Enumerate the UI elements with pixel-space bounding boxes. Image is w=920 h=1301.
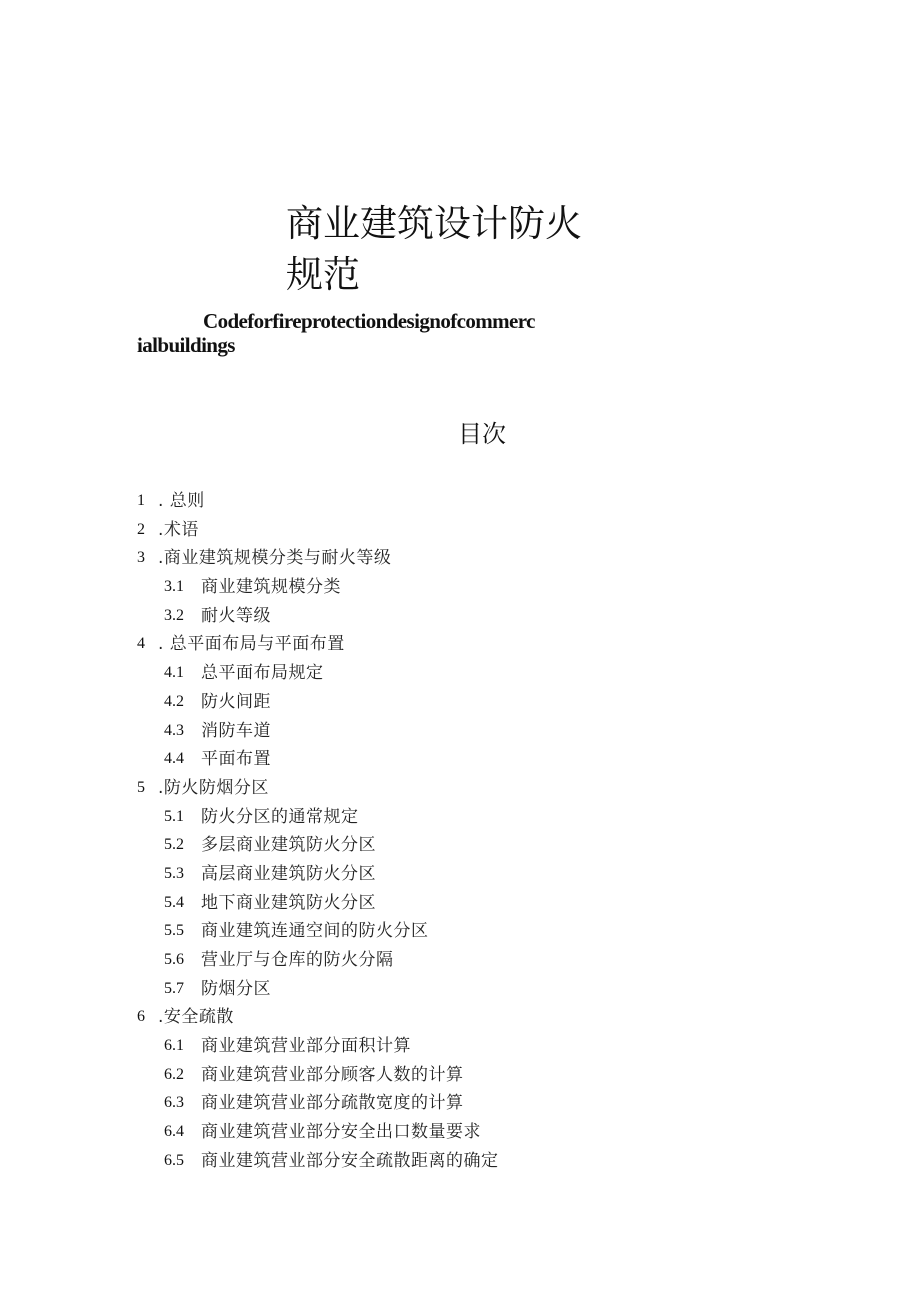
toc-entry-label: 商业建筑营业部分安全疏散距离的确定	[201, 1150, 499, 1171]
toc-entry-number: 5.2	[164, 836, 184, 854]
toc-entry-label: 商业建筑营业部分面积计算	[201, 1036, 411, 1057]
toc-entry-label: 商业建筑营业部分顾客人数的计算	[201, 1064, 464, 1085]
title-en-line-1: Codeforfireprotectiondesignofcommerc	[203, 309, 535, 333]
toc-entry[interactable]	[0, 889, 920, 918]
toc-entry-number: 6	[137, 1008, 145, 1026]
toc-entry[interactable]	[0, 573, 920, 602]
toc-entry-label: 商业建筑营业部分安全出口数量要求	[201, 1122, 481, 1143]
toc-entry[interactable]	[0, 487, 920, 516]
toc-entry-number: 2	[137, 520, 145, 538]
toc-entry-label: 防火间距	[201, 691, 271, 712]
toc-heading: 目次	[458, 420, 506, 448]
title-cn-line-2: 规范	[286, 253, 360, 296]
toc-entry[interactable]	[0, 688, 920, 717]
toc-entry[interactable]	[0, 774, 920, 803]
toc-entry-number: 5.7	[164, 979, 184, 997]
document-title-chinese	[286, 198, 586, 300]
toc-entry-number: 5	[137, 778, 145, 796]
toc-entry-label: 耐火等级	[201, 605, 271, 626]
toc-entry[interactable]	[0, 946, 920, 975]
toc-entry-label: 商业建筑规模分类	[201, 577, 341, 598]
toc-entry-number: 6.2	[164, 1065, 184, 1083]
toc-entry[interactable]	[0, 630, 920, 659]
toc-entry[interactable]	[0, 831, 920, 860]
toc-entry[interactable]	[0, 717, 920, 746]
toc-entry-label: 营业厅与仓库的防火分隔	[201, 950, 394, 970]
toc-entry[interactable]	[0, 745, 920, 774]
toc-entry-label: 防火分区的通常规定	[201, 806, 359, 827]
toc-entry[interactable]	[0, 1118, 920, 1147]
toc-entry[interactable]	[0, 1089, 920, 1118]
toc-entry[interactable]	[0, 1032, 920, 1061]
toc-entry-number: 6.4	[164, 1123, 184, 1141]
toc-entry-label: .防火防烟分区	[158, 777, 269, 798]
toc-entry-label: 平面布置	[201, 749, 271, 770]
toc-entry-label: 多层商业建筑防火分区	[201, 835, 376, 856]
toc-entry-number: 5.6	[164, 951, 184, 968]
toc-entry-number: 4.1	[164, 664, 184, 682]
title-en-line-2: ialbuildings	[137, 333, 235, 357]
toc-entry[interactable]	[0, 860, 920, 889]
toc-entry-label: 地下商业建筑防火分区	[201, 892, 376, 913]
toc-entry-label: . 总则	[158, 491, 205, 511]
toc-entry-label: 商业建筑营业部分疏散宽度的计算	[201, 1093, 464, 1114]
toc-entry-number: 4.2	[164, 692, 184, 710]
toc-entry[interactable]	[0, 659, 920, 688]
toc-entry-label: .商业建筑规模分类与耐火等级	[158, 548, 392, 569]
toc-entry-number: 5.3	[164, 864, 184, 882]
toc-entry-number: 1	[137, 492, 145, 509]
toc-entry-label: . 总平面布局与平面布置	[158, 634, 345, 655]
toc-entry-number: 6.1	[164, 1037, 184, 1055]
toc-entry[interactable]	[0, 1003, 920, 1032]
toc-entry-label: 商业建筑连通空间的防火分区	[201, 921, 429, 942]
toc-entry[interactable]	[0, 803, 920, 832]
table-of-contents	[0, 487, 920, 1176]
toc-entry-number: 3.2	[164, 606, 184, 624]
toc-entry-label: .术语	[158, 519, 199, 540]
toc-entry-number: 6.3	[164, 1094, 184, 1112]
title-cn-line-1: 商业建筑设计防火	[286, 202, 582, 245]
toc-entry[interactable]	[0, 516, 920, 545]
toc-entry-label: 消防车道	[201, 720, 271, 741]
toc-entry[interactable]	[0, 1147, 920, 1176]
toc-entry-number: 6.5	[164, 1151, 184, 1169]
toc-entry-number: 4	[137, 635, 145, 653]
toc-entry-number: 4.4	[164, 750, 184, 768]
toc-entry-number: 5.1	[164, 807, 184, 825]
toc-entry[interactable]	[0, 917, 920, 946]
toc-entry-label: 防烟分区	[201, 978, 271, 999]
toc-entry-number: 5.4	[164, 893, 184, 911]
toc-entry-number: 3	[137, 549, 145, 567]
toc-entry[interactable]	[0, 544, 920, 573]
toc-entry-label: .安全疏散	[158, 1007, 234, 1028]
toc-entry-number: 3.1	[164, 578, 184, 596]
toc-entry-label: 高层商业建筑防火分区	[201, 863, 376, 884]
toc-entry-label: 总平面布局规定	[201, 663, 324, 684]
toc-entry-number: 5.5	[164, 922, 184, 940]
toc-entry[interactable]	[0, 975, 920, 1004]
toc-entry[interactable]	[0, 1061, 920, 1090]
toc-entry-number: 4.3	[164, 721, 184, 739]
toc-entry[interactable]	[0, 602, 920, 631]
